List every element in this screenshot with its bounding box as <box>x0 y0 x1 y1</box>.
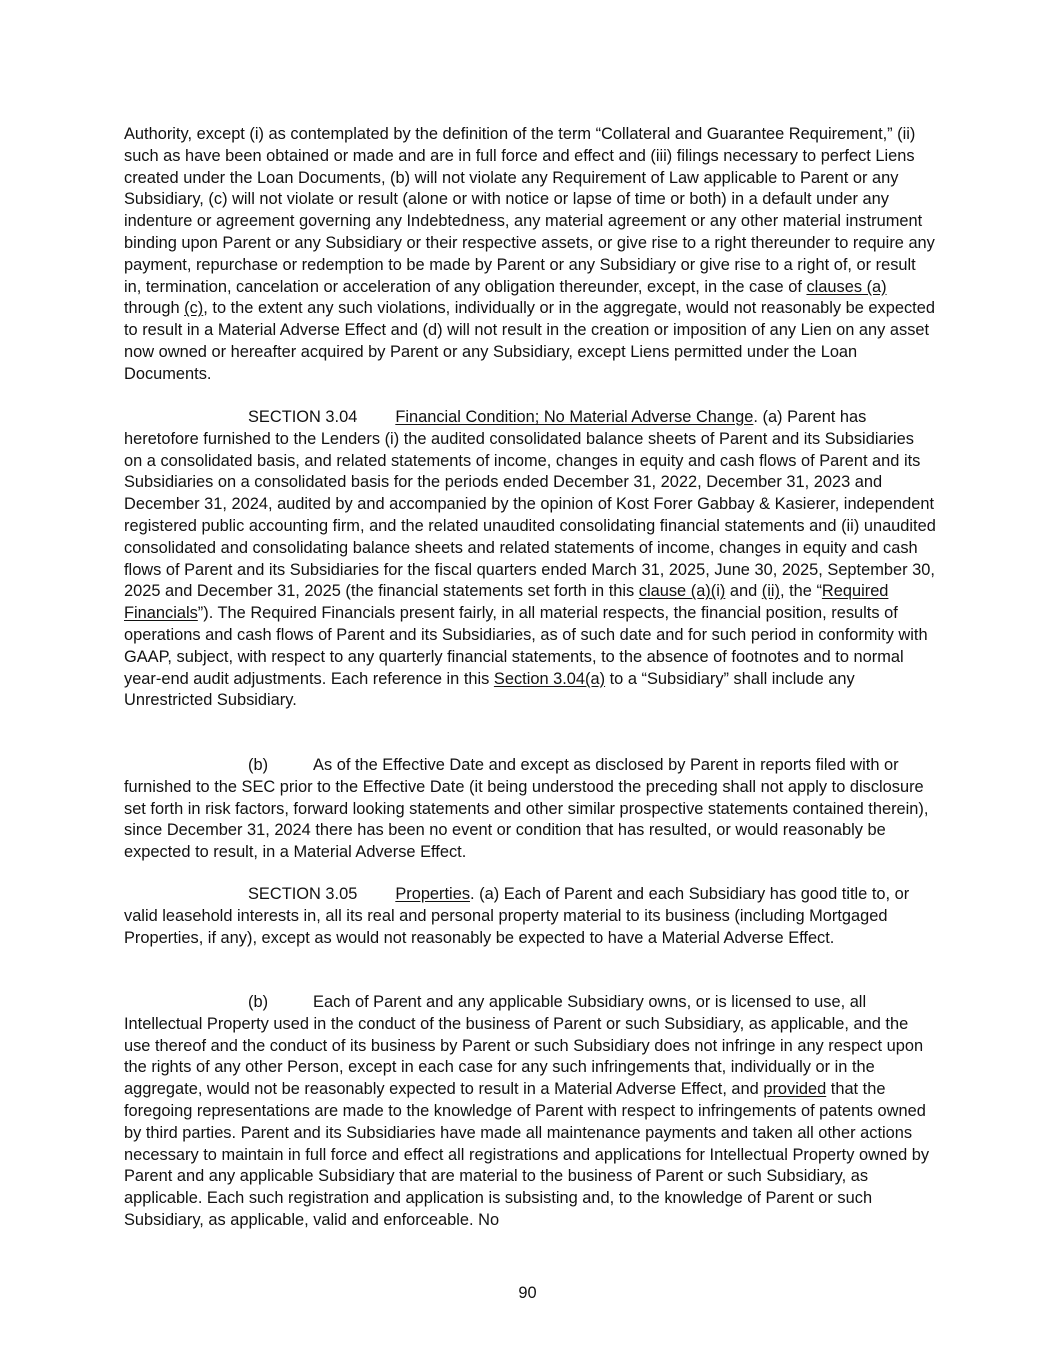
section-3-04-b-paragraph <box>124 755 936 864</box>
paragraph-authority <box>124 124 936 386</box>
text: . (a) Each of Parent and each Subsidiary has good title to, or valid leasehold interests in, all its real and personal property material to its business (including Mortgaged Properties, if any), except as would not reasonably be expected to have a Material Adverse Effect. <box>124 885 910 947</box>
text: Each of Parent and any applicable Subsidiary owns, or is licensed to use, all Intellectual Property used in the conduct of the business of Parent or such Subsidiary, as applicable, and the use thereof and the conduct of its business by Parent or such Subsidiary does not infringe in any respect upon the rights of any other Person, except in each case for any such infringements that, individually or in the aggregate, would not be reasonably expected to result in a Material Adverse Effect, and <box>124 993 924 1099</box>
section-3-04-paragraph <box>124 407 936 712</box>
clause-label: (b) <box>248 993 269 1011</box>
text: Authority, except (i) as contemplated by the definition of the term “Collateral and Guarantee Requirement,” (ii) such as have been obtained or made and are in full force and effect and (iii) filings necessary to perfect Liens created under the Loan Documents, (b) will not violate any Requirement of Law applicable to Parent or any Subsidiary, (c) will not violate or result (alone or with notice or lapse of time or both) in a default under any indenture or agreement governing any Indebtedness, any material agreement or any other material instrument binding upon Parent or any Subsidiary or their respective assets, or give rise to a right thereunder to require any payment, repurchase or redemption to be made by Parent or any Subsidiary or give rise to a right of, or result in, termination, cancelation or acceleration of any obligation thereunder, except, in the case of <box>124 125 935 296</box>
text: , to the extent any such violations, individually or in the aggregate, would not reasonably be expected to result in a Material Adverse Effect and (d) will not result in the creation or imposition of any Lien on any asset now owned or hereafter acquired by Parent or any Subsidiary, except Liens permitted under the Loan Documents. <box>124 299 935 383</box>
cross-reference: (ii) <box>761 582 780 601</box>
section-heading: Financial Condition; No Material Adverse Change <box>395 408 754 426</box>
text: that the foregoing representations are made to the knowledge of Parent with respect to infringements of patents owned by third parties. Parent and its Subsidiaries have made all maintenance payments and taken all other actions necessary to maintain in full force and effect all registrations and applications for Intellectual Property owned by Parent and any applicable Subsidiary that are material to the business of Parent or such Subsidiary, as applicable. Each such registration and application is subsisting and, to the knowledge of Parent or such Subsidiary, as applicable, valid and enforceable. No <box>124 1080 930 1229</box>
defined-term: Required Financials <box>124 582 889 623</box>
section-number: SECTION 3.05 <box>248 885 358 903</box>
text: through <box>124 299 185 318</box>
section-3-05-paragraph <box>124 884 936 949</box>
cross-reference: clauses (a) <box>806 277 887 296</box>
section-3-05-b-paragraph <box>124 992 936 1232</box>
page-number: 90 <box>518 1284 537 1302</box>
cross-reference: clause (a)(i) <box>638 582 726 601</box>
section-heading: Properties <box>395 885 471 903</box>
text: and <box>725 582 762 601</box>
text: . (a) Parent has heretofore furnished to the Lenders (i) the audited consolidated balance sheets of Parent and its Subsidiaries on a consolidated basis, and related statements of income, changes in equity and cash flows of Parent and its Subsidiaries on a consolidated basis for the periods ended December 31, 2022, December 31, 2023 and December 31, 2024, audited by and accompanied by the opinion of Kost Forer Gabbay & Kasierer, independent registered public accounting firm, and the related unaudited consolidating financial statements and (ii) unaudited consolidated and consolidating balance sheets and related statements of income, changes in equity and cash flows of Parent and its Subsidiaries for the fiscal quarters ended March 31, 2025, June 30, 2025, September 30, 2025 and December 31, 2025 (the financial statements set forth in this <box>124 408 936 601</box>
cross-reference: (c) <box>184 299 204 318</box>
defined-term: provided <box>763 1080 827 1099</box>
cross-reference: Section 3.04(a) <box>493 669 606 688</box>
text: to a “Subsidiary” shall include any Unrestricted Subsidiary. <box>124 669 855 710</box>
text: As of the Effective Date and except as disclosed by Parent in reports filed with or furnished to the SEC prior to the Effective Date (it being understood the preceding shall not apply to disclosure set forth in risk factors, forward looking statements and other similar prospective statements contained therein), since December 31, 2024 there has been no event or condition that has resulted, or would reasonably be expected to result, in a Material Adverse Effect. <box>124 756 929 862</box>
section-number: SECTION 3.04 <box>248 408 358 426</box>
text: ”). The Required Financials present fairly, in all material respects, the financial position, results of operations and cash flows of Parent and its Subsidiaries, as of such date and for such period in conformity with GAAP, subject, with respect to any quarterly financial statements, to the absence of footnotes and to normal year-end audit adjustments. Each reference in this <box>124 604 928 688</box>
clause-label: (b) <box>248 756 269 774</box>
text: , the “ <box>780 582 822 601</box>
